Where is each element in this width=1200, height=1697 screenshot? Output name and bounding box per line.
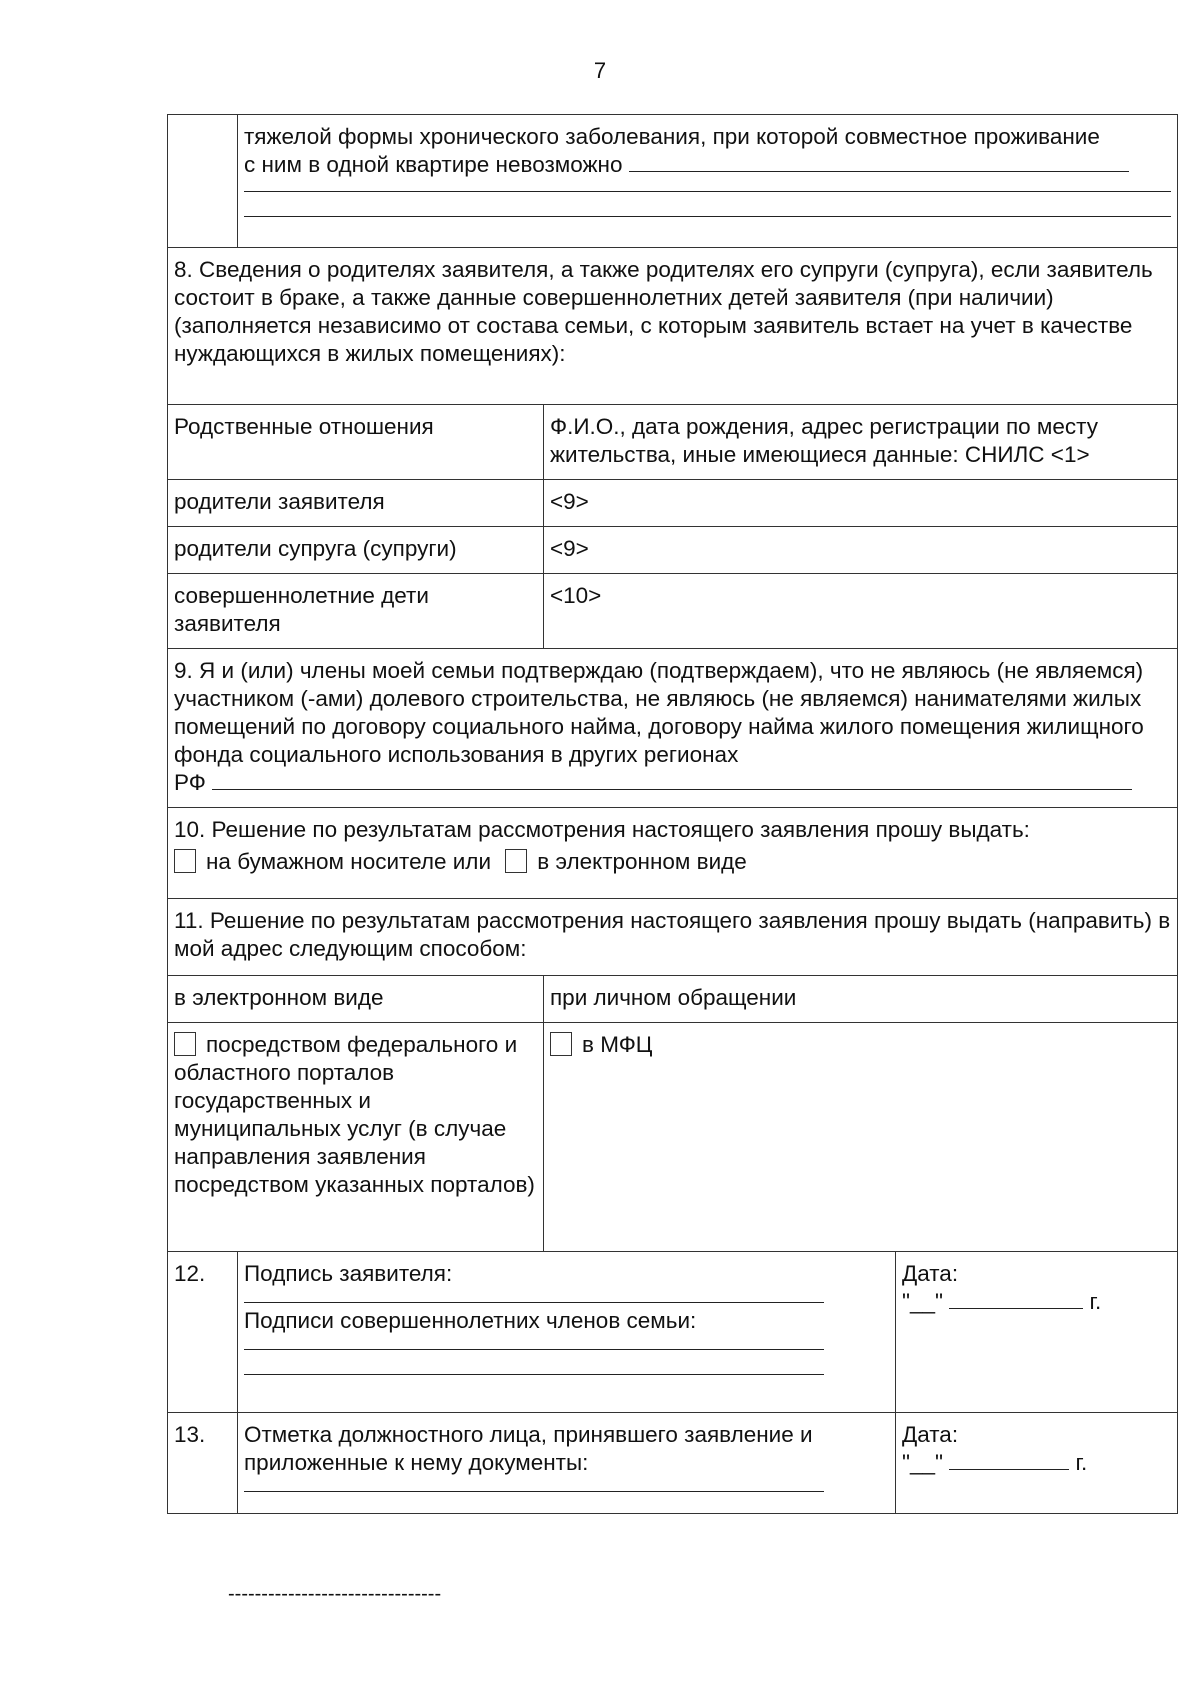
application-form-table [167,114,1178,1514]
section-12-date-month-field[interactable] [949,1288,1083,1309]
portal-option-label: посредством федерального и областного порталов государственных и муниципальных услуг (в случае направления заявления посредством указанных порталов) [174,1032,535,1197]
section-11-columns [168,976,1178,1023]
mfc-option-label: в МФЦ [582,1032,653,1057]
section-13-date-month-field[interactable] [949,1449,1069,1470]
section-8-columns [168,405,1178,480]
section-8-col1-header: Родственные отношения [168,405,544,480]
section-11-col1-header: в электронном виде [168,976,544,1023]
section-8-row-parents [168,480,1178,527]
section-8-header [168,248,1178,405]
row-7-continuation [168,115,1178,248]
section-8-title: 8. Сведения о родителях заявителя, а также родителях его супруги (супруга), если заявитель состоит в браке, а также данные совершеннолетних детей заявителя (при наличии) [174,257,1153,310]
section-12-date-day: "__" [902,1289,944,1314]
row-7-text-line2: с ним в одной квартире невозможно [244,152,623,177]
section-11-title: 11. Решение по результатам рассмотрения настоящего заявления прошу выдать (направить) в мой адрес следующим способом: [168,899,1178,976]
section-13-date-day: "__" [902,1450,944,1475]
family-signature-line-1[interactable] [244,1335,824,1350]
section-11-options [168,1023,1178,1252]
row-7-text-line1: тяжелой формы хронического заболевания, при которой совместное проживание [244,124,1100,149]
footnote-separator: -------------------------------- [228,1583,442,1605]
section-10 [168,808,1178,899]
row-7-fill-line[interactable] [629,151,1129,172]
section-12-year-suffix: г. [1089,1289,1102,1314]
official-mark-line[interactable] [244,1477,824,1492]
family-signatures-label: Подписи совершеннолетних членов семьи: [244,1308,697,1333]
family-signature-line-2[interactable] [244,1350,824,1375]
section-13-number: 13. [168,1413,238,1514]
portal-checkbox[interactable] [174,1032,196,1056]
electronic-checkbox[interactable] [505,849,527,873]
applicant-signature-label: Подпись заявителя: [244,1261,453,1286]
relation-cell: совершеннолетние дети заявителя [168,574,544,649]
row-7-text-cell [238,115,1178,248]
section-9-rf: РФ [174,770,206,795]
section-8-note: (заполняется независимо от состава семьи, с которым заявитель встает на учет в качестве нуждающихся в жилых помещениях): [174,313,1133,366]
paper-option-label: на бумажном носителе или [206,849,492,874]
section-9-text: 9. Я и (или) члены моей семьи подтверждаю (подтверждаем), что не являюсь (не являемся) участником (-ами) долевого строительства, не являюсь (не являемся) нанимателями жилых помещений по договору социального найма, договору найма жилого помещения жилищного фонда социального использования в других регионах [174,658,1144,767]
section-13 [168,1413,1178,1514]
section-8-row-adult-children [168,574,1178,649]
relation-cell: родители супруга (супруги) [168,527,544,574]
electronic-option-label: в электронном виде [537,849,747,874]
section-13-year-suffix: г. [1075,1450,1088,1475]
official-mark-label: Отметка должностного лица, принявшего заявление и приложенные к нему документы: [244,1422,813,1475]
row-7-fill-line-2[interactable] [244,179,1171,192]
page-number: 7 [593,58,607,83]
relation-ref-cell: <9> [544,527,1178,574]
relation-cell: родители заявителя [168,480,544,527]
mfc-checkbox[interactable] [550,1032,572,1056]
row-7-fill-line-3[interactable] [244,192,1171,217]
relation-ref-cell: <9> [544,480,1178,527]
section-12-date-label: Дата: [902,1261,959,1286]
section-8-row-spouse-parents [168,527,1178,574]
section-11-col2-header: при личном обращении [544,976,1178,1023]
section-12-number: 12. [168,1252,238,1413]
section-11-header [168,899,1178,976]
section-13-date-label: Дата: [902,1422,959,1447]
section-9-fill-line[interactable] [212,769,1132,790]
paper-checkbox[interactable] [174,849,196,873]
section-10-title: 10. Решение по результатам рассмотрения настоящего заявления прошу выдать: [174,817,1030,842]
section-9 [168,649,1178,808]
section-8-col2-header: Ф.И.О., дата рождения, адрес регистрации по месту жительства, иные имеющиеся данные: СНИЛС <1> [544,405,1178,480]
relation-ref-cell: <10> [544,574,1178,649]
row-7-number-cell [168,115,238,248]
section-12 [168,1252,1178,1413]
applicant-signature-line[interactable] [244,1288,824,1303]
